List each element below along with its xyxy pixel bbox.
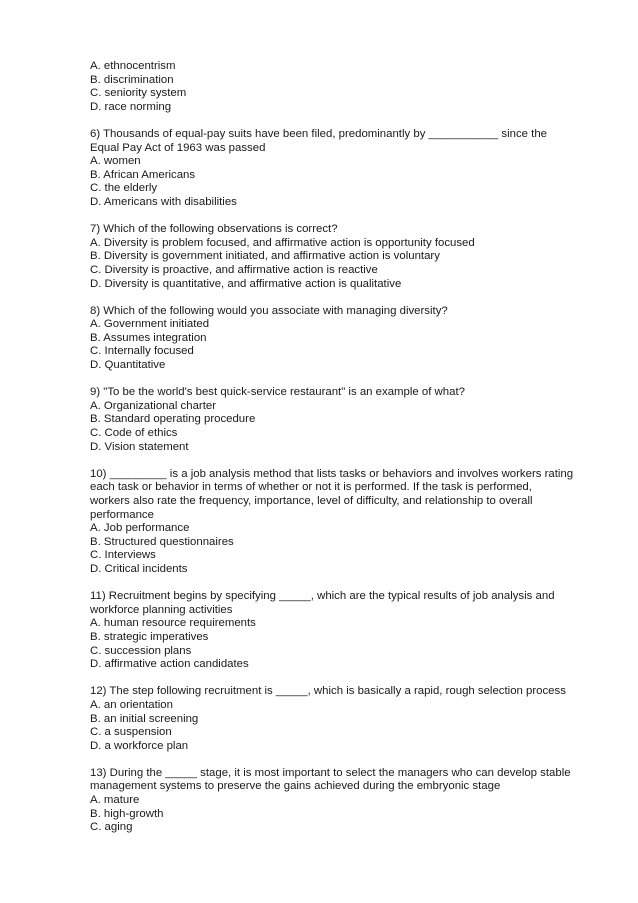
question-13 — [90, 767, 600, 835]
option-b: B. African Americans — [90, 168, 196, 181]
question-text: management systems to preserve the gains achieved during the embryonic stage — [90, 780, 501, 793]
option-b: B. an initial screening — [90, 712, 199, 725]
question-text: 11) Recruitment begins by specifying _____, which are the typical results of job analysis and — [90, 590, 555, 603]
option-b: B. strategic imperatives — [90, 630, 209, 643]
option-c: C. Internally focused — [90, 345, 194, 358]
question-6 — [90, 128, 600, 210]
question-text: 13) During the _____ stage, it is most important to select the managers who can develop stable — [90, 766, 571, 779]
option-b: B. Structured questionnaires — [90, 535, 234, 548]
question-text: 7) Which of the following observations is correct? — [90, 223, 338, 236]
question-11 — [90, 590, 600, 672]
question-text: 6) Thousands of equal-pay suits have been filed, predominantly by ___________ since the — [90, 127, 547, 140]
question-7 — [90, 223, 600, 291]
question-9 — [90, 386, 600, 454]
option-d: D. Vision statement — [90, 440, 189, 453]
question-text: 10) _________ is a job analysis method that lists tasks or behaviors and involves workers rating — [90, 467, 574, 480]
option-c: C. Interviews — [90, 549, 156, 562]
option-b: B. high-growth — [90, 807, 164, 820]
question-text: performance — [90, 508, 154, 521]
document-page — [90, 60, 600, 848]
question-12 — [90, 685, 600, 753]
option-a: A. Diversity is problem focused, and affirmative action is opportunity focused — [90, 236, 475, 249]
question-text: each task or behavior in terms of whether or not it is performed. If the task is performed, — [90, 481, 532, 494]
option-d: D. Quantitative — [90, 359, 166, 372]
option-b: B. Standard operating procedure — [90, 413, 256, 426]
option-a: A. Government initiated — [90, 318, 210, 331]
question-10 — [90, 468, 600, 577]
option-d: D. Diversity is quantitative, and affirmative action is qualitative — [90, 277, 402, 290]
option-d: D. Americans with disabilities — [90, 195, 237, 208]
option-c: C. a suspension — [90, 726, 172, 739]
option-b: B. discrimination — [90, 73, 174, 86]
option-b: B. Diversity is government initiated, and affirmative action is voluntary — [90, 250, 440, 263]
option-a: A. human resource requirements — [90, 617, 256, 630]
option-a: A. an orientation — [90, 698, 173, 711]
option-c: C. the elderly — [90, 182, 158, 195]
option-a: A. ethnocentrism — [90, 60, 176, 72]
option-d: D. affirmative action candidates — [90, 658, 249, 671]
option-c: C. Code of ethics — [90, 427, 178, 440]
option-c: C. seniority system — [90, 87, 187, 100]
question-text: 8) Which of the following would you associate with managing diversity? — [90, 304, 448, 317]
option-d: D. a workforce plan — [90, 739, 189, 752]
question-text: 9) "To be the world's best quick-service restaurant" is an example of what? — [90, 386, 465, 399]
option-a: A. mature — [90, 794, 140, 807]
question-text: 12) The step following recruitment is _____, which is basically a rapid, rough selection process — [90, 685, 566, 698]
option-c: C. aging — [90, 821, 133, 834]
question-text: workforce planning activities — [90, 603, 233, 616]
option-c: C. Diversity is proactive, and affirmative action is reactive — [90, 263, 378, 276]
option-a: A. Organizational charter — [90, 399, 216, 412]
option-d: D. race norming — [90, 100, 172, 113]
question-text: workers also rate the frequency, importance, level of difficulty, and relationship to overall — [90, 495, 533, 507]
question-text: Equal Pay Act of 1963 was passed — [90, 141, 266, 154]
option-d: D. Critical incidents — [90, 562, 188, 575]
option-c: C. succession plans — [90, 644, 192, 657]
intro-options — [90, 60, 600, 114]
option-a: A. women — [90, 155, 141, 168]
option-b: B. Assumes integration — [90, 331, 207, 344]
question-8 — [90, 305, 600, 373]
option-a: A. Job performance — [90, 522, 190, 535]
